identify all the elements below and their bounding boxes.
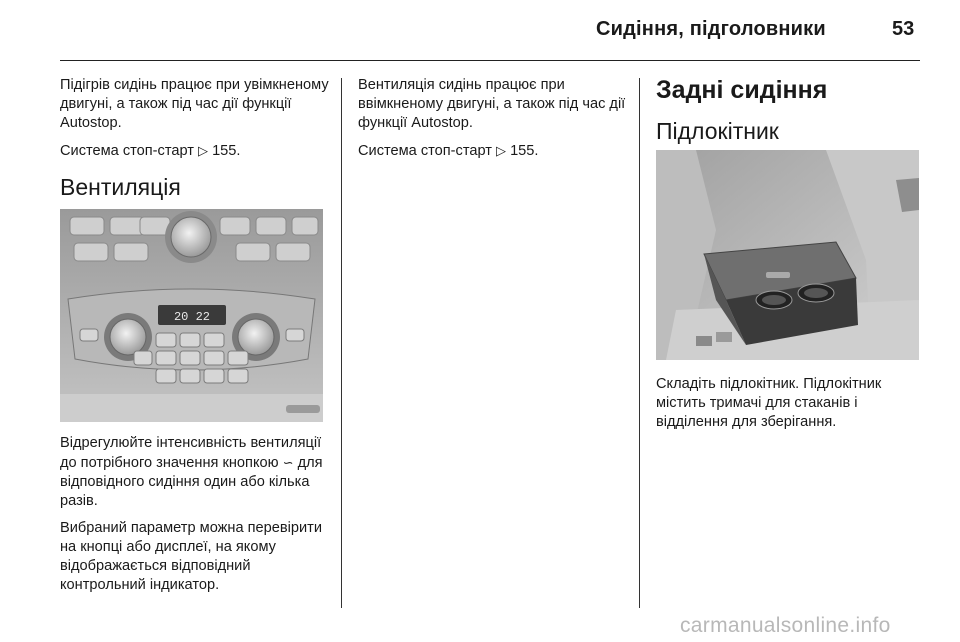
climate-panel-illustration xyxy=(60,209,323,422)
column-2 xyxy=(358,76,628,169)
heating-paragraph: Підігрів сидінь працює при увімкненому двигуні, а також під час дії функції Autostop. xyxy=(60,77,329,131)
column-1 xyxy=(60,76,330,169)
arrow-ref-icon: ▷ xyxy=(496,143,506,158)
reference-text: Система стоп-старт xyxy=(60,143,194,159)
arrow-ref-icon: ▷ xyxy=(198,143,208,158)
reference-page-2: 155. xyxy=(510,143,539,159)
reference-page: 155. xyxy=(212,143,241,159)
page-header-title: Сидіння, підголовники xyxy=(596,18,826,40)
figure-climate-panel xyxy=(60,209,323,422)
seat-ventilation-icon: ∽ xyxy=(282,455,294,470)
heading-armrest: Підлокітник xyxy=(656,118,779,144)
ventilation-paragraph: Вентиляція сидінь працює при ввімкненому двигуні, а також під час дії функції Autostop. xyxy=(358,77,626,131)
reference-text-2: Система стоп-старт xyxy=(358,143,492,159)
column-divider-left xyxy=(341,78,342,608)
adjust-paragraph xyxy=(60,434,330,511)
adjust-text-a: Відрегулюйте інтенсивність вентиляції до потрібного значення кнопкою xyxy=(60,435,322,471)
armrest-illustration xyxy=(656,150,919,360)
header-rule xyxy=(60,60,920,61)
start-stop-reference-2 xyxy=(358,141,628,161)
check-paragraph: Вибраний параметр можна перевірити на кнопці або дисплеї, на якому відображається відповідний контрольний індикатор. xyxy=(60,520,322,593)
panel-display-text: 20 22 xyxy=(173,310,211,324)
figure-armrest xyxy=(656,150,919,360)
page-number: 53 xyxy=(892,18,915,40)
armrest-paragraph: Складіть підлокітник. Підлокітник містить тримачі для стаканів і відділення для зберігання. xyxy=(656,376,882,430)
heading-ventilation: Вентиляція xyxy=(60,174,181,200)
watermark: carmanualsonline.info xyxy=(680,614,891,637)
start-stop-reference xyxy=(60,141,330,161)
heading-rear-seats: Задні сидіння xyxy=(656,76,828,104)
adjust-text-b: для відповідного сидіння один або кілька разів. xyxy=(60,455,323,509)
column-divider-right xyxy=(639,78,640,608)
armrest-description xyxy=(656,375,920,432)
ventilation-instructions xyxy=(60,434,330,603)
